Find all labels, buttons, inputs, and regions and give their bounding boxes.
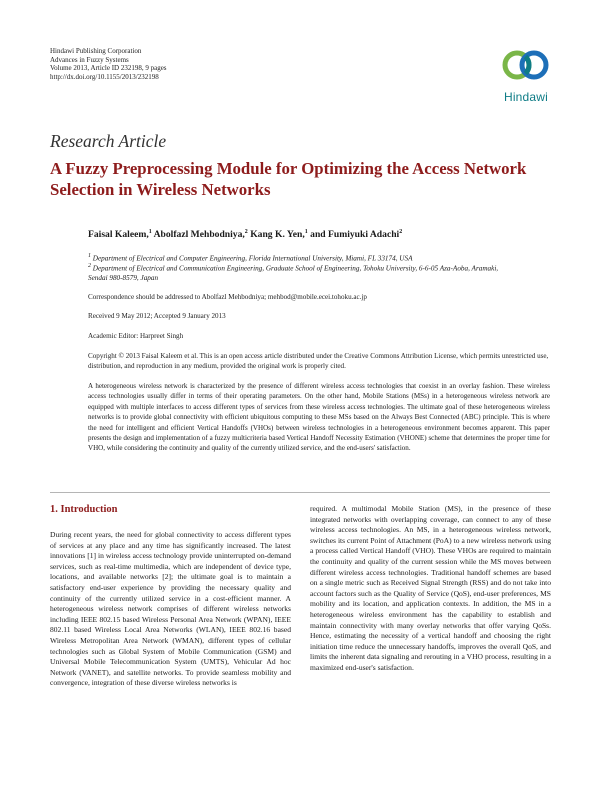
author-name: and Fumiyuki Adachi bbox=[310, 229, 400, 241]
section-heading: 1. Introduction bbox=[50, 504, 118, 515]
received-dates: Received 9 May 2012; Accepted 9 January 2013 bbox=[88, 312, 226, 320]
author-affiliation-mark: 1 bbox=[304, 229, 308, 235]
abstract: A heterogeneous wireless network is characterized by the presence of different wireless access technologies that coexist in an overlay fashion. These wireless access technologies usually differ in terms of their operating parameters. On the other hand, Mobile Stations (MSs) in a heterogeneous wireless network are equipped with multiple interfaces to access different types of services from these wireless access technologies. The ultimate goal of these heterogeneous wireless networks is to provide global connectivity with efficient ubiquitous computing to these MSs based on the Always Best Connected (ABC) principle. This is where the need for intelligent and efficient Vertical Handoffs (VHOs) between wireless technologies in a heterogeneous environment becomes apparent. This paper presents the design and implementation of a fuzzy multicriteria based Vertical Handoff Necessity Estimation (VHONE) scheme that determines the proper time for VHO, while considering the continuity and quality of the currently utilized service, and the end-users' satisfaction. bbox=[88, 382, 550, 453]
academic-editor: Academic Editor: Harpreet Singh bbox=[88, 332, 184, 340]
publisher-name: Hindawi Publishing Corporation bbox=[50, 47, 142, 55]
author-name: Abolfazl Mehbodniya, bbox=[153, 229, 245, 241]
paper-title: A Fuzzy Preprocessing Module for Optimizing the Access Network Selection in Wireless Networks bbox=[50, 159, 527, 199]
body-column-right: required. A multimodal Mobile Station (MS), in the presence of these integrated networks with overlapping coverage, can connect to any of these wireless access technologies. An MS, in a heterogeneous wireless network, switches its current Point of Attachment (PoA) to a new wireless network using a process called Vertical Handoff (VHO). These VHOs are required to maintain the continuity and quality of the current session while the MS moves between different wireless access technologies. Traditional handoff schemes are based on a single metric such as Received Signal Strength (RSS) and do not take into account factors such as the Quality of Service (QoS), end-user preferences, MS mobility and its location, and application contexts. In addition, the MS in a heterogeneous wireless environment has the capability to establish and maintain connectivity with many overlay networks that offer varying QoSs. Hence, estimating the necessity of a vertical handoff and choosing the right initiation time reduce the unnecessary handoffs, improves the overall QoS, and limits the inherent data signaling and rerouting in a VHO process, resulting in a maximized end-user's satisfaction. bbox=[310, 504, 551, 672]
section-divider bbox=[50, 492, 550, 493]
affiliation-text: Department of Electrical and Computer Engineering, Florida International University, Miami, FL 33174, USA bbox=[92, 254, 413, 263]
author-affiliation-mark: 2 bbox=[244, 229, 248, 235]
article-type: Research Article bbox=[50, 131, 167, 151]
copyright-notice: Copyright © 2013 Faisal Kaleem et al. This is an open access article distributed under the Creative Commons Attribution License, which permits unrestricted use, distribution, and reproduction in any medium, provided the original work is properly cited. bbox=[88, 352, 549, 371]
author-list bbox=[88, 229, 402, 240]
affiliation-text: Department of Electrical and Communication Engineering, Graduate School of Engineering, Tohoku University, 6-6-05 Aza-Aoba, Aramaki, Sendai 980-8579, Japan bbox=[88, 264, 499, 282]
affiliation-2 bbox=[88, 262, 508, 283]
publisher-header bbox=[50, 47, 167, 81]
body-column-left: During recent years, the need for global connectivity to access different types of services at any place and any time has significantly increased. The latest innovations [1] in wireless access technology provide uninterrupted on-demand services, such as real-time multimedia, which are independent of device type, locations, and available networks [2]; the ultimate goal is to maintain a satisfactory end-user experience by providing the necessary quality and continuity of the currently utilized service in a cost-efficient manner. A heterogeneous wireless network comprises of different wireless networks including IEEE 802.15 based Wireless Personal Area Network (WPAN), IEEE 802.11 based Wireless Local Area Networks (WLAN), IEEE 802.16 based Wireless Metropolitan Area Network (WMAN), different types of cellular technologies such as Global System of Mobile Communication (GSM) and Universal Mobile Telecommunication System (UMTS), Vehicular Ad hoc Network (VANET), and satellite networks. To provide seamless mobility and convergence, integration of these diverse wireless networks is bbox=[50, 530, 291, 688]
author-name: Kang K. Yen, bbox=[250, 229, 305, 241]
affiliation-mark: 2 bbox=[88, 263, 91, 269]
author-affiliation-mark: 2 bbox=[399, 229, 403, 235]
hindawi-logo-text: Hindawi bbox=[503, 90, 549, 104]
author-affiliation-mark: 1 bbox=[148, 229, 152, 235]
journal-name: Advances in Fuzzy Systems bbox=[50, 55, 129, 64]
correspondence-line: Correspondence should be addressed to Abolfazl Mehbodniya; mehbod@mobile.ecei.tohoku.ac.jp bbox=[88, 293, 367, 301]
volume-info: Volume 2013, Article ID 232198, 9 pages bbox=[50, 64, 167, 73]
doi-link[interactable]: http://dx.doi.org/10.1155/2013/232198 bbox=[50, 72, 159, 81]
affiliation-mark: 1 bbox=[88, 253, 91, 259]
author-name: Faisal Kaleem, bbox=[88, 229, 149, 241]
